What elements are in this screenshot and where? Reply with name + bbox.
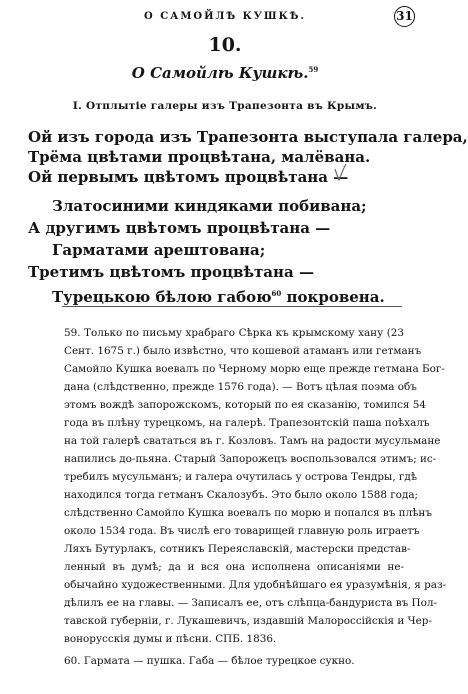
poem-line: Трёма цвѣтами процвѣтана, малёвана. xyxy=(28,148,371,166)
footnote-line: дѣлилъ ее на главы. — Записалъ ее, отъ слѣпца-бандуриста въ Пол- xyxy=(64,597,437,609)
footnote-line: года въ плѣну турецкомъ, на галерѣ. Трапезонтскій паша поѣхалъ xyxy=(64,417,430,429)
footnote-divider xyxy=(62,306,402,307)
section-subtitle: I. Отплытіе галеры изъ Трапезонта въ Крымъ. xyxy=(72,100,378,112)
poem-line xyxy=(52,284,385,307)
footnote-line: ленный въ думѣ; да и вся она исполнена описаніями не- xyxy=(64,561,404,573)
poem-line-tail: покровена. xyxy=(281,288,385,306)
piece-title xyxy=(0,64,450,82)
poem-line: Ой первымъ цвѣтомъ процвѣтана — xyxy=(28,168,349,186)
footnote-line: Самойло Кушка воевалъ по Черному морю еще прежде гетмана Бог- xyxy=(64,363,445,375)
footnote-line: слѣдственно Самойло Кушка воевалъ по морю и попался въ плѣнъ xyxy=(64,507,432,519)
footnote-line: Сент. 1675 г.) было извѣстно, что кошевой атаманъ или гетманъ xyxy=(64,345,422,357)
footnote-line: около 1534 года. Въ числѣ его товарищей главную роль играетъ xyxy=(64,525,420,537)
footnote-line: напились до-пьяна. Старый Запорожецъ воспользовался этимъ; ис- xyxy=(64,453,437,465)
footnote-line: тавской губерніи, г. Лукашевичъ, издавшій Малороссійскія и Чер- xyxy=(64,615,432,627)
poem-line: Златосиними киндяками побивана; xyxy=(52,197,367,215)
footnote-line: требилъ мусульманъ; и галера очутилась у острова Тендры, гдѣ xyxy=(64,471,418,483)
poem-line: Гарматами арештована; xyxy=(52,241,266,259)
pencil-check-mark xyxy=(333,163,347,183)
footnote-line: обычайно художественными. Для удобнѣйшаго ея уразумѣнія, я раз- xyxy=(64,579,447,591)
footnote-line: дана (слѣдственно, прежде 1576 года). — Вотъ цѣлая поэма объ xyxy=(64,381,417,393)
poem-line: Третимъ цвѣтомъ процвѣтана — xyxy=(28,263,314,281)
page-number: 31 xyxy=(394,6,415,27)
poem-line: А другимъ цвѣтомъ процвѣтана — xyxy=(28,219,331,237)
footnote-line: этомъ вождѣ запорожскомъ, который по ея сказанію, томился 54 xyxy=(64,399,427,411)
footnote-line: 59. Только по письму храбраго Сѣрка къ крымскому хану (23 xyxy=(64,327,404,339)
footnote-line: на той галерѣ свататься въ г. Козловъ. Тамъ на радости мусульмане xyxy=(64,435,441,447)
footnote-60: 60. Гармата — пушка. Габа — бѣлое турецкое сукно. xyxy=(64,655,355,667)
piece-number: 10. xyxy=(208,34,242,56)
running-head: О САМОЙЛѢ КУШКѢ. xyxy=(144,11,306,22)
piece-title-text: О Самойлѣ Кушкѣ. xyxy=(131,64,309,82)
footnote-line: вонорусскія думы и пѣсни. СПБ. 1836. xyxy=(64,633,277,645)
footnote-line: находился тогда гетманъ Скалозубъ. Это было около 1588 года; xyxy=(64,489,419,501)
footnote-line: Ляхъ Бутурлакъ, сотникъ Переяславскій, мастерски представ- xyxy=(64,543,411,555)
footnote-ref-59[interactable]: 59 xyxy=(308,65,319,74)
footnote-ref-60[interactable]: 60 xyxy=(271,289,282,298)
poem-line-text: Турецькою бѣлою габою xyxy=(52,288,272,306)
poem-line: Ой изъ города изъ Трапезонта выступала галера, xyxy=(28,128,468,146)
